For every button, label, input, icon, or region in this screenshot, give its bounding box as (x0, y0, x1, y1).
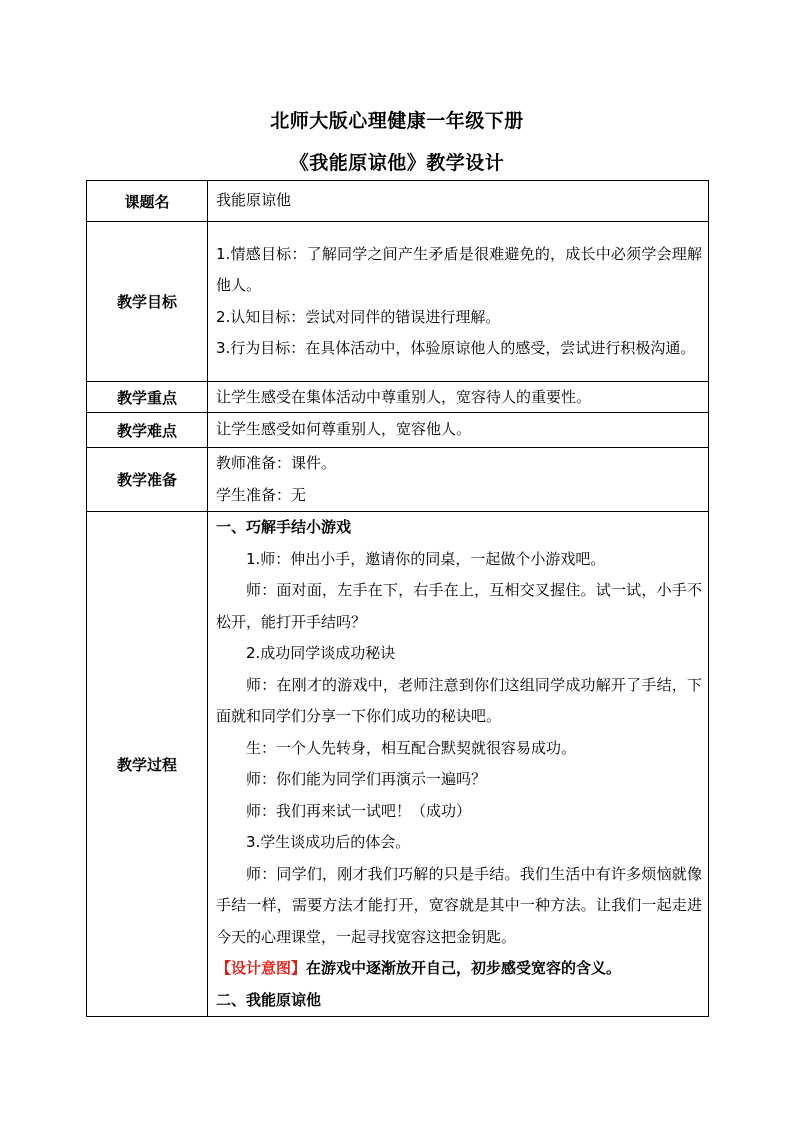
row-label-topic: 课题名 (87, 181, 208, 222)
row-label-objectives: 教学目标 (87, 222, 208, 382)
lesson-plan-table (86, 180, 709, 1017)
table-row (87, 181, 709, 222)
row-value-process (208, 512, 709, 1017)
table-row (87, 413, 709, 448)
process-step: 生：一个人先转身，相互配合默契就很容易成功。 (246, 738, 577, 757)
process-step: 师：我们再来试一试吧！（成功） (246, 801, 472, 820)
objective-1: 1.情感目标：了解同学之间产生矛盾是很难避免的，成长中必须学会理解他人。 (216, 244, 702, 294)
process-step: 师：同学们，刚才我们巧解的只是手结。我们生活中有许多烦恼就像手结一样，需要方法才能打开，宽容就是其中一种方法。让我们一起走进今天的心理课堂，一起寻找宽容这把金钥匙。 (216, 864, 702, 946)
key-point-value: 让学生感受在集体活动中尊重别人，宽容待人的重要性。 (216, 387, 592, 406)
row-label-preparation: 教学准备 (87, 448, 208, 512)
process-step: 师：在刚才的游戏中，老师注意到你们这组同学成功解开了手结，下面就和同学们分享一下你们成功的秘诀吧。 (216, 675, 702, 725)
row-label-difficulty: 教学难点 (87, 413, 208, 448)
objective-2: 2.认知目标：尝试对同伴的错误进行理解。 (216, 307, 501, 326)
process-step: 2.成功同学谈成功秘诀 (246, 644, 396, 662)
design-intent-text: 在游戏中逐渐放开自己，初步感受宽容的含义。 (306, 959, 622, 977)
topic-value: 我能原谅他 (216, 191, 292, 210)
row-value-key-point (208, 382, 709, 413)
teacher-preparation: 教师准备：课件。 (216, 454, 337, 472)
design-intent (216, 953, 702, 985)
row-value-topic (208, 181, 709, 222)
row-value-preparation (208, 448, 709, 512)
row-value-difficulty (208, 413, 709, 448)
section-heading: 二、我能原谅他 (216, 990, 322, 1009)
table-row (87, 382, 709, 413)
document-subtitle: 《我能原谅他》教学设计 (289, 152, 505, 174)
row-label-process: 教学过程 (87, 512, 208, 1017)
process-step: 3.学生谈成功后的体会。 (246, 833, 411, 851)
table-row (87, 222, 709, 382)
section-heading: 一、巧解手结小游戏 (216, 518, 352, 536)
process-step: 1.师：伸出小手，邀请你的同桌，一起做个小游戏吧。 (246, 549, 606, 568)
table-row (87, 448, 709, 512)
row-value-objectives (208, 222, 709, 382)
student-preparation: 学生准备：无 (216, 485, 307, 504)
process-step: 师：你们能为同学们再演示一遍吗？ (246, 770, 487, 788)
process-step: 师：面对面，左手在下，右手在上，互相交叉握住。试一试，小手不松开，能打开手结吗？ (216, 581, 702, 631)
table-row (87, 512, 709, 1017)
design-intent-label: 【设计意图】 (216, 959, 307, 977)
row-label-key-point: 教学重点 (87, 382, 208, 413)
document-title: 北师大版心理健康一年级下册 (270, 110, 524, 132)
objective-3: 3.行为目标：在具体活动中，体验原谅他人的感受，尝试进行积极沟通。 (216, 339, 696, 357)
difficulty-value: 让学生感受如何尊重别人，宽容他人。 (216, 420, 472, 439)
